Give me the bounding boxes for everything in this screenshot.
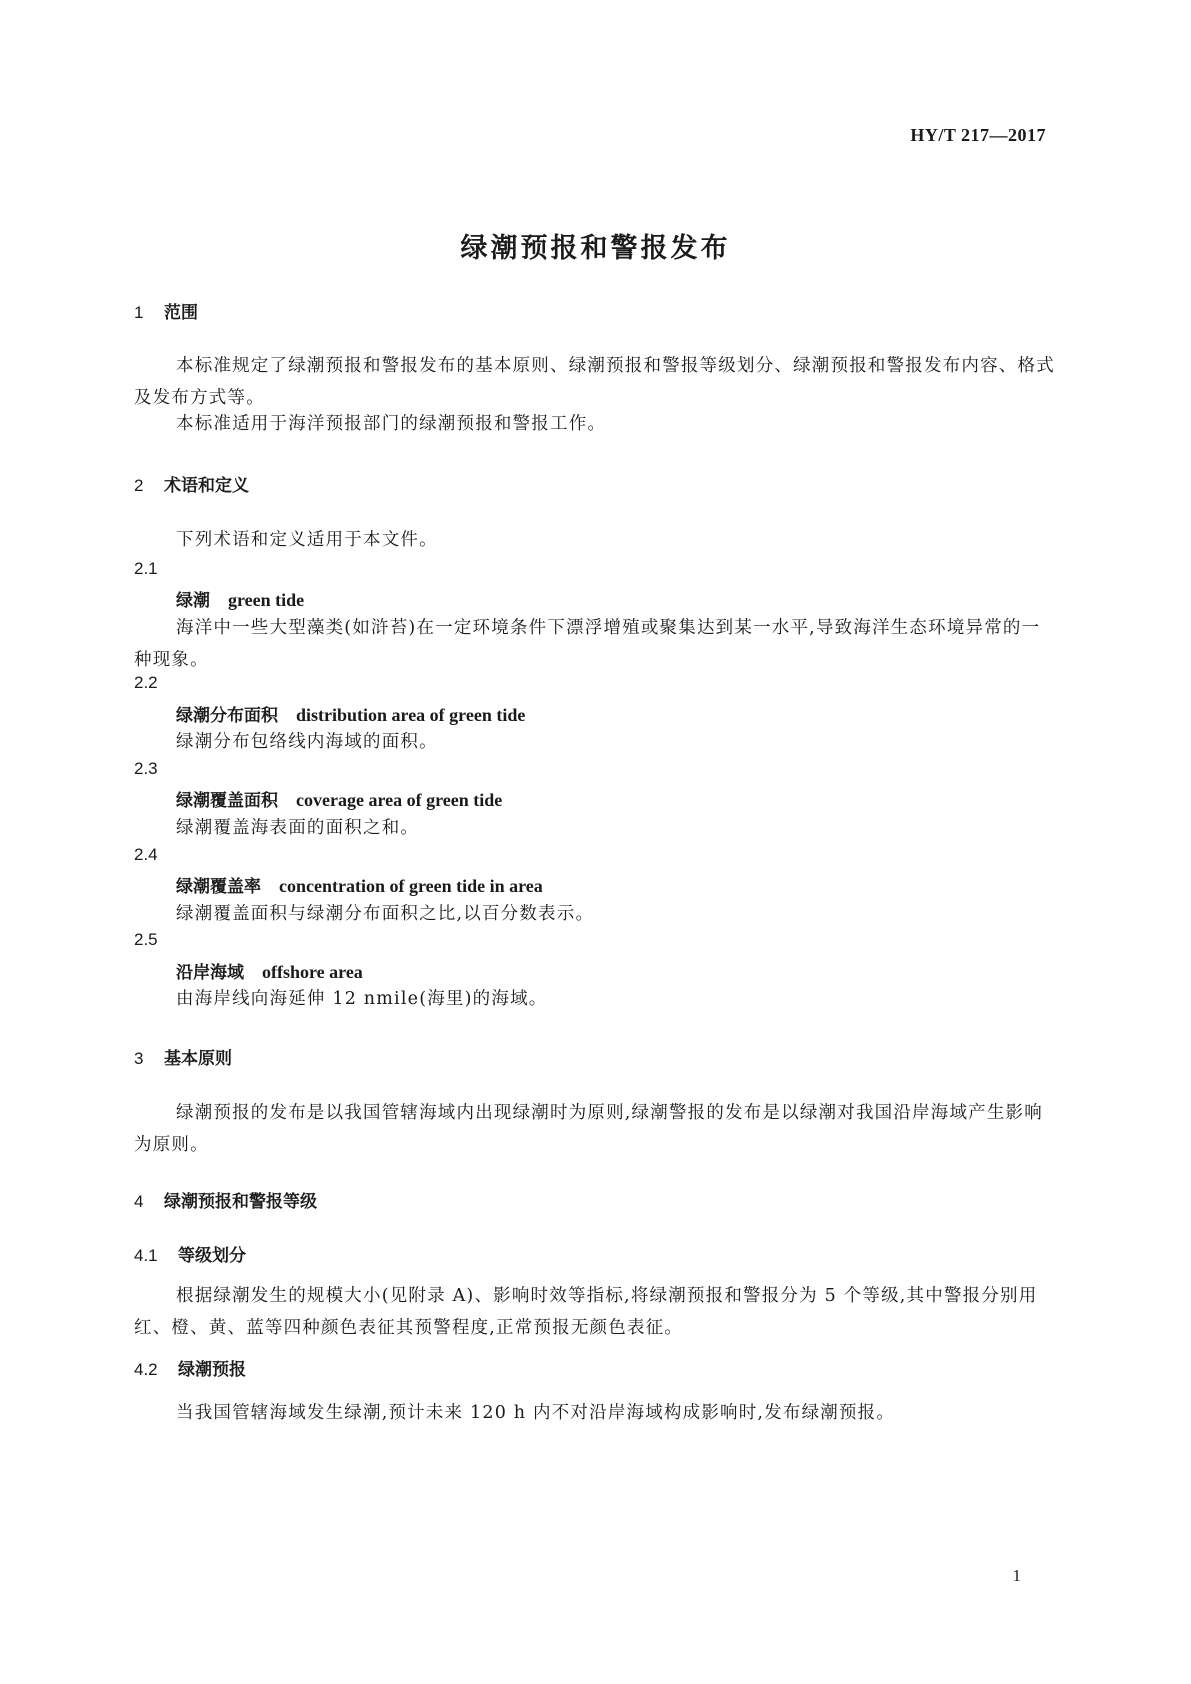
section-number: 4 xyxy=(134,1192,144,1211)
term-definition: 由海岸线向海延伸 12 nmile(海里)的海域。 xyxy=(176,989,548,1009)
term-number: 2.5 xyxy=(134,930,158,949)
paragraph: 绿潮预报的发布是以我国管辖海域内出现绿潮时为原则,绿潮警报的发布是以绿潮对我国沿岸海域产生影响为原则。 xyxy=(134,1103,1043,1155)
paragraph: 根据绿潮发生的规模大小(见附录 A)、影响时效等指标,将绿潮预报和警报分为 5 个等级,其中警报分别用红、橙、黄、蓝等四种颜色表征其预警程度,正常预报无颜色表征。 xyxy=(134,1286,1038,1338)
section-number: 4.2 xyxy=(134,1360,158,1379)
section-title: 绿潮预报和警报等级 xyxy=(164,1192,317,1212)
subsection-4-2-heading xyxy=(134,1355,246,1380)
section-title: 绿潮预报 xyxy=(178,1360,246,1380)
section-title: 范围 xyxy=(164,303,198,323)
document-title: 绿潮预报和警报发布 xyxy=(460,233,731,264)
term-heading xyxy=(176,786,502,811)
term-number: 2.3 xyxy=(134,759,158,778)
standard-number: HY/T 217—2017 xyxy=(910,125,1046,145)
section-4-heading xyxy=(134,1187,317,1212)
section-title: 等级划分 xyxy=(178,1246,246,1266)
term-en: distribution area of green tide xyxy=(296,705,526,725)
term-en: concentration of green tide in area xyxy=(279,876,543,896)
paragraph: 本标准规定了绿潮预报和警报发布的基本原则、绿潮预报和警报等级划分、绿潮预报和警报发布内容、格式及发布方式等。 xyxy=(134,356,1055,408)
subsection-4-1-heading xyxy=(134,1241,246,1266)
section-number: 4.1 xyxy=(134,1246,158,1265)
term-zh: 绿潮覆盖面积 xyxy=(176,791,278,811)
term-heading xyxy=(176,586,304,611)
term-number: 2.2 xyxy=(134,673,158,692)
section-title: 术语和定义 xyxy=(164,476,249,496)
paragraph: 本标准适用于海洋预报部门的绿潮预报和警报工作。 xyxy=(176,414,607,434)
section-3-heading xyxy=(134,1044,232,1069)
term-heading xyxy=(176,958,363,983)
term-heading xyxy=(176,701,525,726)
paragraph: 下列术语和定义适用于本文件。 xyxy=(176,530,438,550)
term-definition: 海洋中一些大型藻类(如浒苔)在一定环境条件下漂浮增殖或聚集达到某一水平,导致海洋生态环境异常的一种现象。 xyxy=(134,618,1041,670)
term-definition: 绿潮覆盖海表面的面积之和。 xyxy=(176,818,420,838)
term-en: green tide xyxy=(228,590,305,610)
paragraph: 当我国管辖海域发生绿潮,预计未来 120 h 内不对沿岸海域构成影响时,发布绿潮预报。 xyxy=(176,1403,896,1423)
section-number: 3 xyxy=(134,1049,144,1068)
term-en: coverage area of green tide xyxy=(296,790,503,810)
term-zh: 沿岸海域 xyxy=(176,963,244,983)
section-title: 基本原则 xyxy=(164,1049,232,1069)
term-heading xyxy=(176,872,543,897)
term-zh: 绿潮覆盖率 xyxy=(176,877,261,897)
section-number: 2 xyxy=(134,476,144,495)
term-zh: 绿潮分布面积 xyxy=(176,706,278,726)
term-number: 2.4 xyxy=(134,845,158,864)
section-2-heading xyxy=(134,471,249,496)
page-number: 1 xyxy=(1012,1566,1021,1585)
term-number: 2.1 xyxy=(134,559,158,578)
section-1-heading xyxy=(134,298,198,323)
term-definition: 绿潮覆盖面积与绿潮分布面积之比,以百分数表示。 xyxy=(176,904,595,924)
section-number: 1 xyxy=(134,303,144,322)
term-zh: 绿潮 xyxy=(176,591,210,611)
term-definition: 绿潮分布包络线内海域的面积。 xyxy=(176,732,438,752)
term-en: offshore area xyxy=(262,962,363,982)
